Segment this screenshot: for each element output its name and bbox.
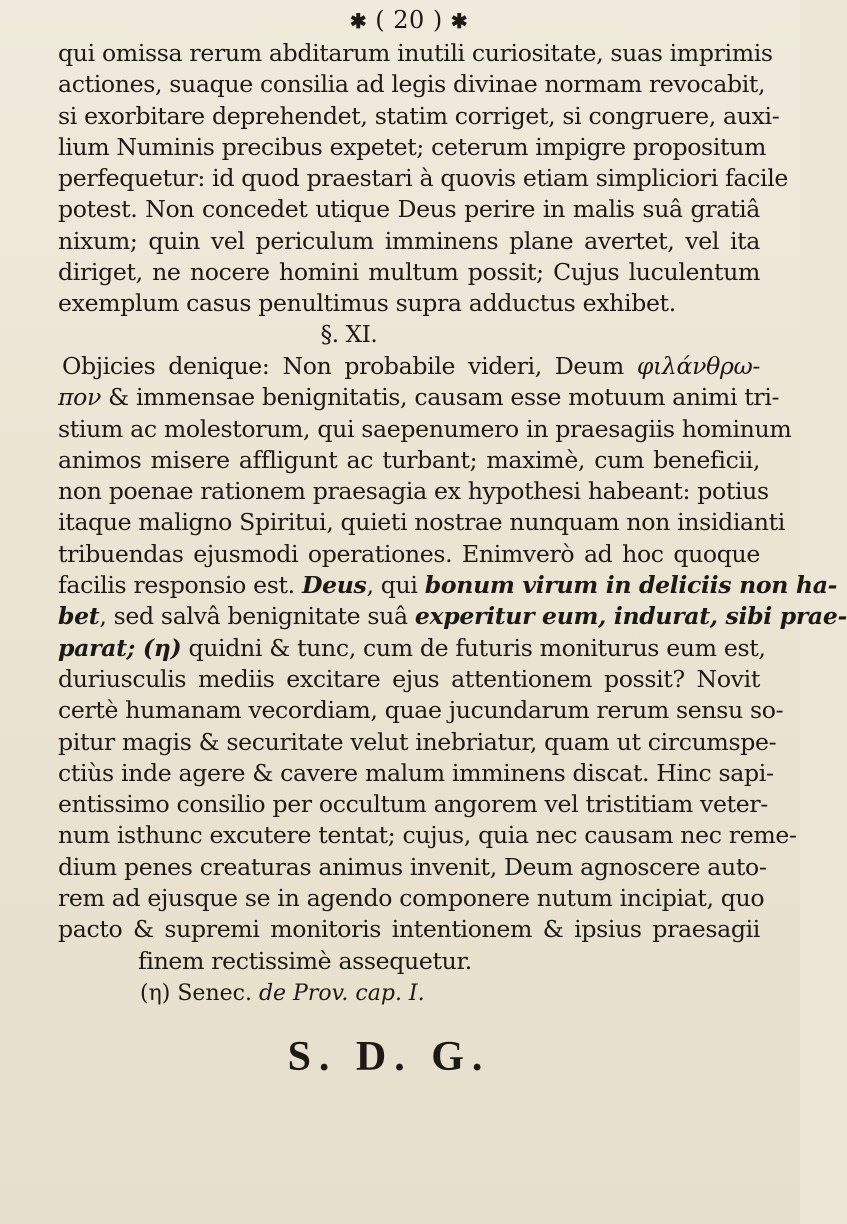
text-line: animos misere affligunt ac turbant; maximè, cum beneficii, xyxy=(58,445,760,474)
text-segment: quidni & tunc, cum de futuris moniturus eum est, xyxy=(181,633,766,662)
body-text xyxy=(58,38,847,977)
closing-formula: S. D. G. xyxy=(287,1033,491,1080)
greek-word: φιλάνθρω- xyxy=(636,351,760,380)
asterisk-ornament-icon: ✱ xyxy=(450,9,469,33)
greek-word: πον xyxy=(58,383,102,412)
text-line: itaque maligno Spiritui, quieti nostrae nunquam non insidianti xyxy=(58,508,785,537)
footnote-author: Senec. xyxy=(177,980,252,1006)
asterisk-ornament-icon: ✱ xyxy=(349,9,368,33)
text-line: certè humanam vecordiam, quae jucundarum rerum sensu so- xyxy=(58,696,784,725)
footnote-marker: (η) xyxy=(140,980,171,1006)
footnote xyxy=(58,977,760,1011)
text-line: rem ad ejusque se in agendo componere nutum incipiat, quo xyxy=(58,884,765,913)
footnote-reference: de Prov. cap. I. xyxy=(258,980,425,1006)
page-number: ( 20 ) xyxy=(375,6,443,34)
text-line: qui omissa rerum abditarum inutili curiositate, suas imprimis xyxy=(58,39,773,67)
text-line: ctiùs inde agere & cavere malum imminens discat. Hinc sapi- xyxy=(58,758,774,787)
text-line xyxy=(58,351,760,382)
text-line: exemplum casus penultimus supra adductus exhibet. xyxy=(58,289,676,318)
italic-quotation: bet xyxy=(58,602,100,631)
text-segment: facilis responsio est. xyxy=(58,571,295,600)
text-segment: Objicies denique: Non probabile videri, Deum xyxy=(62,351,624,380)
text-line xyxy=(58,570,838,601)
page-header xyxy=(58,0,760,38)
text-line: tribuendas ejusmodi operationes. Enimverò ad hoc quoque xyxy=(58,539,760,568)
text-line: dium penes creaturas animus invenit, Deum agnoscere auto- xyxy=(58,852,767,881)
text-line xyxy=(58,633,766,664)
text-line: stium ac molestorum, qui saepenumero in praesagiis hominum xyxy=(58,414,792,443)
italic-quotation: parat; (η) xyxy=(58,633,182,662)
text-line: entissimo consilio per occultum angorem vel tristitiam veter- xyxy=(58,790,768,819)
section-heading: §. XI. xyxy=(320,321,378,348)
text-line: diriget, ne nocere homini multum possit; Cujus luculentum xyxy=(58,258,760,287)
text-segment: , sed salvâ benignitate suâ xyxy=(99,602,408,631)
text-line: potest. Non concedet utique Deus perire in malis suâ gratiâ xyxy=(58,195,760,224)
italic-quotation: experitur eum, indurat, sibi prae- xyxy=(414,602,847,631)
italic-text: Deus xyxy=(301,571,367,600)
text-line: duriusculis mediis excitare ejus attentionem possit? Novit xyxy=(58,664,760,693)
text-segment: & immensae benignitatis, causam esse motuum animi tri- xyxy=(108,383,780,412)
text-line: perfequetur: id quod praestari à quovis etiam simpliciori facile xyxy=(58,164,789,193)
text-line: pitur magis & securitate velut inebriatur, quam ut circumspe- xyxy=(58,727,777,756)
text-line: lium Numinis precibus expetet; ceterum impigre propositum xyxy=(58,132,767,161)
text-line: actiones, suaque consilia ad legis divinae normam revocabit, xyxy=(58,70,766,99)
text-segment: , qui xyxy=(366,571,418,600)
text-line: pacto & supremi monitoris intentionem & ipsius praesagii xyxy=(58,915,760,944)
text-line: non poenae rationem praesagia ex hypothesi habeant: potius xyxy=(58,477,769,506)
text-line xyxy=(58,382,780,413)
text-line: num isthunc excutere tentat; cujus, quia nec causam nec reme- xyxy=(58,821,797,850)
italic-quotation: bonum virum in deliciis non ha- xyxy=(424,571,838,600)
text-line: si exorbitare deprehendet, statim corriget, si congruere, auxi- xyxy=(58,101,780,130)
text-line: finem rectissimè assequetur. xyxy=(138,946,472,975)
text-line: nixum; quin vel periculum imminens plane avertet, vel ita xyxy=(58,226,760,255)
text-line xyxy=(58,601,847,632)
